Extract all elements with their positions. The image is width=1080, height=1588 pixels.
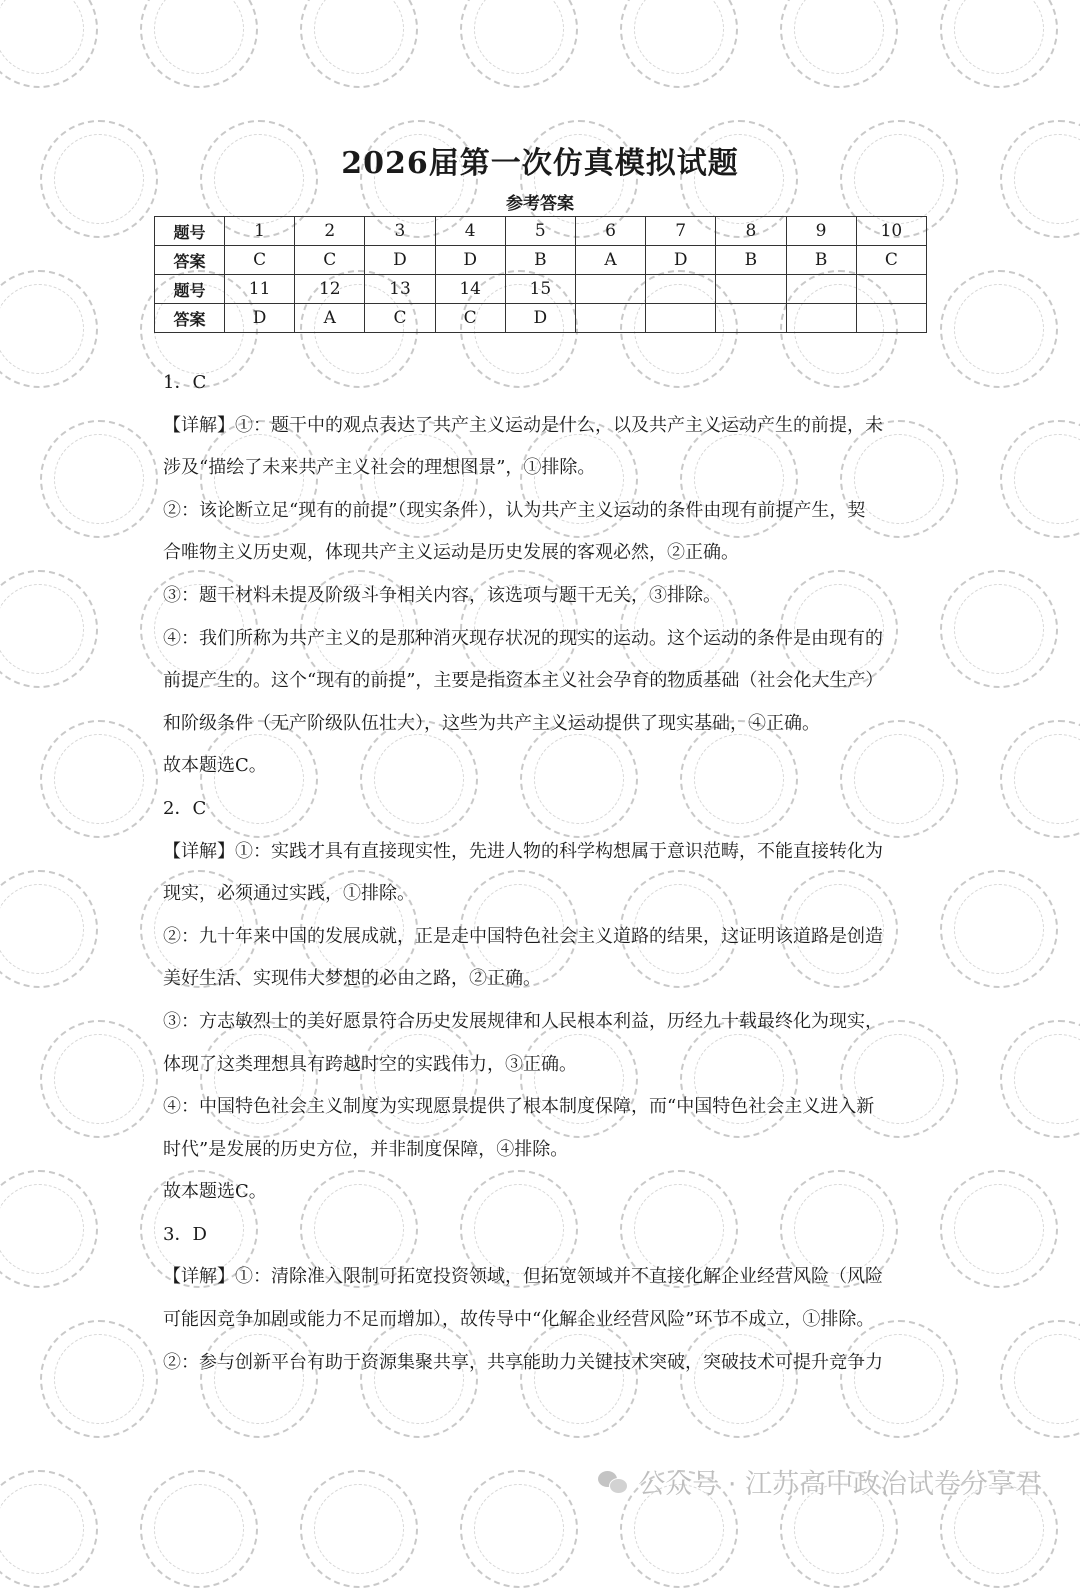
answer-table [154, 216, 927, 333]
answer-table-row [155, 246, 927, 275]
answer-table-cell: A [295, 304, 365, 333]
answer-table-cell: 9 [786, 217, 856, 246]
watermark-stamp [0, 1170, 98, 1288]
watermark-stamp [0, 1470, 98, 1588]
answer-table-cell: 2 [295, 217, 365, 246]
wechat-icon [598, 1469, 628, 1495]
footer-account [598, 1462, 1042, 1501]
text-line: 2．C [163, 797, 207, 819]
answer-table-cell: D [435, 246, 505, 275]
text-line: ②：该论断立足“现有的前提”（现实条件），认为共产主义运动的条件由现有前提产生，契 [163, 499, 866, 521]
answer-table-cell: 7 [646, 217, 716, 246]
answer-table-cell: 15 [505, 275, 575, 304]
watermark-stamp [460, 1470, 578, 1588]
answer-table-cell [716, 304, 786, 333]
watermark-stamp [40, 1020, 158, 1138]
watermark-stamp [0, 270, 98, 388]
text-line: 可能因竞争加剧或能力不足而增加），故传导中“化解企业经营风险”环节不成立，①排除。 [163, 1309, 875, 1331]
watermark-stamp [0, 870, 98, 988]
watermark-stamp [0, 570, 98, 688]
watermark-stamp [940, 0, 1058, 88]
text-line: 现实，必须通过实践，①排除。 [163, 883, 415, 905]
answer-table-cell: 5 [505, 217, 575, 246]
watermark-stamp [1000, 720, 1080, 838]
answer-table-cell: 14 [435, 275, 505, 304]
answer-table-header-cell: 题号 [155, 275, 225, 304]
text-line: 故本题选C。 [163, 1181, 267, 1203]
text-line: 合唯物主义历史观，体现共产主义运动是历史发展的客观必然，②正确。 [163, 542, 739, 564]
text-line: ④：我们所称为共产主义的是那种消灭现存状况的现实的运动。这个运动的条件是由现有的 [163, 627, 883, 649]
answer-table-row [155, 304, 927, 333]
text-line: 【详解】①：清除准入限制可拓宽投资领域，但拓宽领域并不直接化解企业经营风险（风险 [163, 1266, 883, 1288]
watermark-stamp [1000, 1020, 1080, 1138]
watermark-stamp [40, 720, 158, 838]
answer-table-cell: C [435, 304, 505, 333]
answer-table-cell: B [505, 246, 575, 275]
watermark-stamp [40, 420, 158, 538]
watermark-stamp [1000, 420, 1080, 538]
watermark-stamp [1000, 1320, 1080, 1438]
answer-table-header-cell: 答案 [155, 304, 225, 333]
watermark-stamp [940, 1170, 1058, 1288]
answer-table-cell [786, 304, 856, 333]
footer-text: 公众号 · 江苏高中政治试卷分享君 [638, 1469, 1042, 1500]
text-line: 1．C [163, 372, 207, 393]
answer-table-cell: A [575, 246, 645, 275]
answer-table-cell [716, 275, 786, 304]
watermark-stamp [780, 0, 898, 88]
watermark-stamp [460, 0, 578, 88]
watermark-stamp [140, 0, 258, 88]
answer-table-cell: 8 [716, 217, 786, 246]
answer-table-cell: 3 [365, 217, 435, 246]
answer-table-row [155, 275, 927, 304]
answer-table-cell [646, 275, 716, 304]
watermark-stamp [940, 270, 1058, 388]
answer-table-cell: D [365, 246, 435, 275]
answer-table-cell: D [646, 246, 716, 275]
document-subtitle: 参考答案 [506, 194, 574, 214]
text-line: ②：九十年来中国的发展成就，正是走中国特色社会主义道路的结果，这证明该道路是创造 [163, 925, 883, 947]
answer-table-cell: D [505, 304, 575, 333]
answer-table-cell [856, 304, 926, 333]
watermark-stamp [300, 1470, 418, 1588]
answer-table-cell: 1 [225, 217, 295, 246]
text-line: 和阶级条件（无产阶级队伍壮大），这些为共产主义运动提供了现实基础，④正确。 [163, 712, 820, 734]
answer-table-row [155, 217, 927, 246]
text-line: 涉及“描绘了未来共产主义社会的理想图景”，①排除。 [163, 457, 596, 479]
answer-table-cell [646, 304, 716, 333]
answer-table-cell: C [225, 246, 295, 275]
text-line: 3．D [163, 1223, 207, 1245]
text-line: ③：题干材料未提及阶级斗争相关内容，该选项与题干无关，③排除。 [163, 584, 721, 606]
answer-table-header-cell: 题号 [155, 217, 225, 246]
text-line: 前提产生的。这个“现有的前提”，主要是指资本主义社会孕育的物质基础（社会化大生产） [163, 670, 884, 692]
watermark-stamp [940, 570, 1058, 688]
text-line: ③：方志敏烈士的美好愿景符合历史发展规律和人民根本利益，历经九十载最终化为现实， [163, 1010, 883, 1032]
answer-table-cell: B [786, 246, 856, 275]
answer-table-cell: 4 [435, 217, 505, 246]
answer-table-cell [856, 275, 926, 304]
watermark-stamp [140, 1470, 258, 1588]
answer-table-cell [786, 275, 856, 304]
text-line: ④：中国特色社会主义制度为实现愿景提供了根本制度保障，而“中国特色社会主义进入新 [163, 1096, 875, 1118]
text-line: 故本题选C。 [163, 755, 267, 777]
text-line: 体现了这类理想具有跨越时空的实践伟力，③正确。 [163, 1053, 577, 1075]
answer-table-cell: 11 [225, 275, 295, 304]
text-line: 【详解】①：题干中的观点表达了共产主义运动是什么，以及共产主义运动产生的前提，未 [163, 414, 883, 436]
answer-table-cell: 10 [856, 217, 926, 246]
watermark-stamp [940, 870, 1058, 988]
answer-table-cell: C [365, 304, 435, 333]
answer-table-cell: C [856, 246, 926, 275]
watermark-stamp [0, 0, 98, 88]
answer-table-cell [575, 275, 645, 304]
watermark-stamp [40, 1320, 158, 1438]
explanations [163, 362, 923, 1384]
text-line: 美好生活、实现伟大梦想的必由之路，②正确。 [163, 968, 541, 990]
answer-table-cell: C [295, 246, 365, 275]
answer-table-cell: D [225, 304, 295, 333]
answer-table-cell: B [716, 246, 786, 275]
document-title: 2026届第一次仿真模拟试题 [341, 146, 739, 181]
text-line: 【详解】①：实践才具有直接现实性，先进人物的科学构想属于意识范畴，不能直接转化为 [163, 840, 883, 862]
answer-table-cell: 12 [295, 275, 365, 304]
text-line: 时代”是发展的历史方位，并非制度保障，④排除。 [163, 1138, 569, 1160]
watermark-stamp [300, 0, 418, 88]
answer-table-header-cell: 答案 [155, 246, 225, 275]
answer-table-cell: 13 [365, 275, 435, 304]
watermark-stamp [620, 0, 738, 88]
text-line: ②：参与创新平台有助于资源集聚共享，共享能助力关键技术突破，突破技术可提升竞争力 [163, 1351, 883, 1373]
answer-table-cell: 6 [575, 217, 645, 246]
answer-table-cell [575, 304, 645, 333]
